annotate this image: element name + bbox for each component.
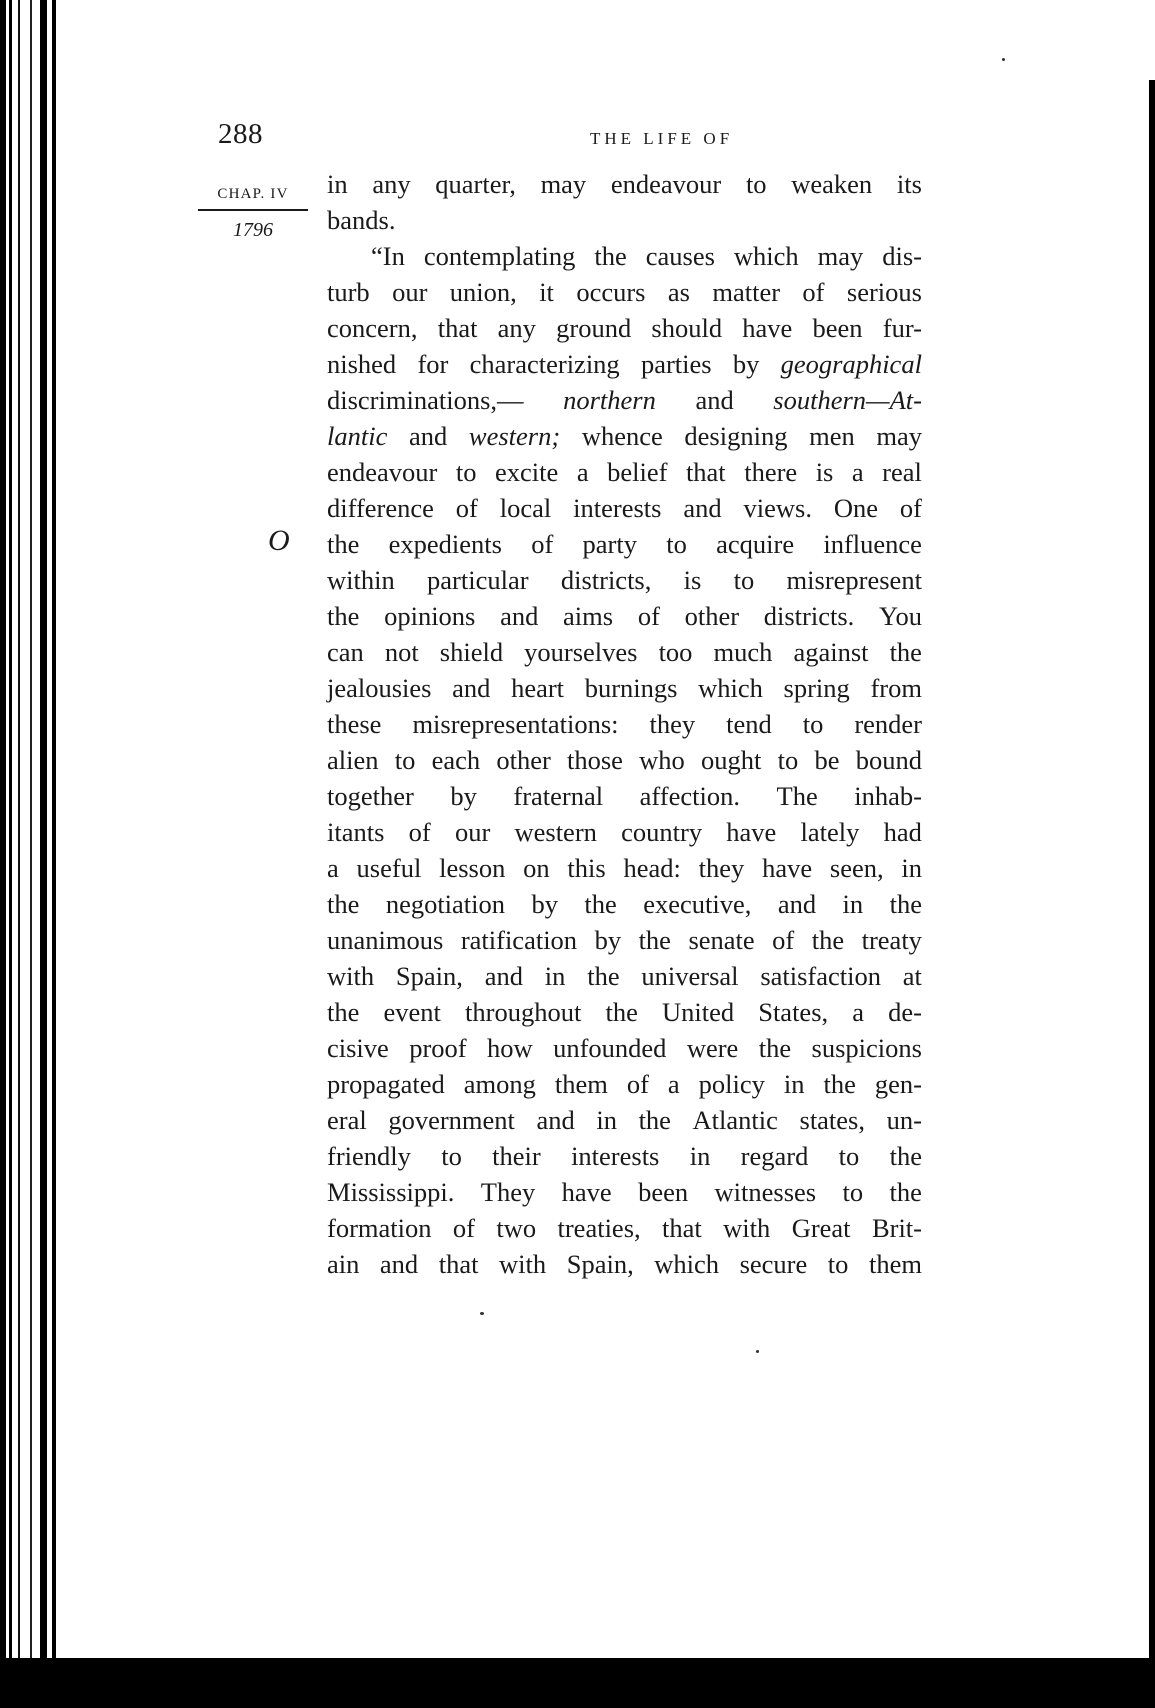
text-word: endeavour xyxy=(327,457,438,487)
text-word: aims xyxy=(563,601,614,631)
text-word: were xyxy=(686,1033,739,1063)
text-word: and xyxy=(409,421,448,451)
text-word: Brit- xyxy=(871,1213,922,1243)
text-line xyxy=(327,958,922,994)
text-word: useful xyxy=(356,853,422,883)
text-word: that xyxy=(685,457,726,487)
text-word: two xyxy=(496,1213,537,1243)
text-word: this xyxy=(567,853,606,883)
text-word: shield xyxy=(439,637,504,667)
text-word: states, xyxy=(799,1105,865,1135)
text-word: opinions xyxy=(384,601,476,631)
page-number: 288 xyxy=(218,118,263,150)
text-word: States, xyxy=(758,997,829,1027)
text-word: suspicions xyxy=(811,1033,922,1063)
text-word: affection. xyxy=(639,781,740,811)
text-word: and xyxy=(484,961,523,991)
text-word: contemplating xyxy=(423,241,576,271)
text-word: designing xyxy=(684,421,788,451)
text-line xyxy=(327,598,922,634)
text-word: within xyxy=(327,565,395,595)
text-line xyxy=(327,202,922,238)
text-word: men xyxy=(809,421,855,451)
text-word: southern—At- xyxy=(773,385,922,415)
text-word: with xyxy=(723,1213,771,1243)
text-word: they xyxy=(649,709,696,739)
text-word: our xyxy=(392,277,428,307)
text-word: to xyxy=(827,1249,849,1279)
text-word: yourselves xyxy=(524,637,638,667)
text-word: the xyxy=(889,637,922,667)
text-word: occurs xyxy=(576,277,646,307)
text-word: been xyxy=(638,1177,689,1207)
text-word: throughout xyxy=(465,997,582,1027)
text-word: the xyxy=(327,601,360,631)
text-word: characterizing xyxy=(469,349,620,379)
text-word: unfounded xyxy=(553,1033,667,1063)
text-word: negotiation xyxy=(385,889,506,919)
text-word: the xyxy=(638,1105,671,1135)
text-line xyxy=(327,562,922,598)
text-word: of xyxy=(899,493,922,523)
text-word: un- xyxy=(886,1105,922,1135)
text-line xyxy=(327,382,922,418)
text-word: proof xyxy=(409,1033,467,1063)
text-word: is xyxy=(683,565,702,595)
text-word: with xyxy=(327,961,375,991)
text-word: bands. xyxy=(327,205,396,235)
year-label: 1796 xyxy=(233,219,273,241)
text-word: de- xyxy=(888,997,922,1027)
text-word: unanimous xyxy=(327,925,444,955)
text-word: may xyxy=(817,241,864,271)
text-word: the xyxy=(587,961,620,991)
text-word: to xyxy=(838,1141,860,1171)
text-line xyxy=(327,1030,922,1066)
text-word: of xyxy=(408,817,431,847)
text-word: render xyxy=(854,709,922,739)
text-word: concern, xyxy=(327,313,418,343)
text-word: treaties, xyxy=(557,1213,641,1243)
text-word: against xyxy=(793,637,869,667)
ink-speck xyxy=(480,1312,484,1315)
text-word: western; xyxy=(468,421,561,451)
text-word: country xyxy=(621,817,703,847)
chapter-label: CHAP. IV xyxy=(198,186,308,211)
text-word: a xyxy=(327,853,339,883)
body-text xyxy=(327,166,922,1282)
text-word: misrepresent xyxy=(786,565,922,595)
text-word: witnesses xyxy=(714,1177,817,1207)
text-line xyxy=(327,310,922,346)
ink-speck xyxy=(756,1350,759,1353)
text-line xyxy=(327,742,922,778)
text-word: is xyxy=(815,457,834,487)
text-word: difference xyxy=(327,493,434,523)
text-word: dis- xyxy=(882,241,922,271)
text-line xyxy=(327,1246,922,1282)
text-word: and xyxy=(452,673,491,703)
text-word: You xyxy=(879,601,922,631)
text-word: discriminations,— xyxy=(327,385,524,415)
text-word: matter xyxy=(712,277,781,307)
text-word: its xyxy=(896,169,922,199)
text-word: serious xyxy=(846,277,922,307)
text-word: alien xyxy=(327,745,379,775)
text-word: fraternal xyxy=(513,781,604,811)
page-right-edge xyxy=(1149,80,1155,1670)
text-word: been xyxy=(812,313,863,343)
text-word: turb xyxy=(327,277,370,307)
text-word: bound xyxy=(855,745,922,775)
text-word: ground xyxy=(556,313,632,343)
text-word: to xyxy=(745,169,767,199)
text-word: secure xyxy=(739,1249,808,1279)
text-word: by xyxy=(531,889,558,919)
text-line xyxy=(327,1066,922,1102)
text-line xyxy=(327,274,922,310)
text-line xyxy=(327,454,922,490)
text-word: to xyxy=(394,745,416,775)
text-word: by xyxy=(732,349,760,379)
text-word: the xyxy=(605,997,638,1027)
text-word: Spain, xyxy=(566,1249,634,1279)
text-word: the xyxy=(889,1177,922,1207)
text-word: as xyxy=(667,277,690,307)
text-word: burnings xyxy=(584,673,678,703)
text-word: friendly xyxy=(327,1141,411,1171)
text-word: they xyxy=(698,853,745,883)
text-word: executive, xyxy=(643,889,752,919)
text-word: tend xyxy=(726,709,772,739)
text-word: by xyxy=(594,925,622,955)
text-word: seen, xyxy=(829,853,884,883)
text-word: Great xyxy=(791,1213,851,1243)
text-word: together xyxy=(327,781,414,811)
text-word: views. xyxy=(743,493,812,523)
text-word: jealousies xyxy=(327,673,432,703)
text-word: eral xyxy=(327,1105,367,1135)
text-word: They xyxy=(480,1177,536,1207)
text-word: who xyxy=(639,745,685,775)
text-word: the xyxy=(823,1069,856,1099)
text-word: “In xyxy=(371,241,405,271)
text-word: local xyxy=(499,493,552,523)
text-word: and xyxy=(777,889,817,919)
text-word: lesson xyxy=(439,853,506,883)
text-word: Atlantic xyxy=(692,1105,778,1135)
running-head xyxy=(0,118,1155,168)
text-word: the xyxy=(327,889,360,919)
text-word: universal xyxy=(641,961,739,991)
text-word: lately xyxy=(800,817,860,847)
text-line xyxy=(327,1138,922,1174)
text-word: among xyxy=(463,1069,536,1099)
text-word: have xyxy=(561,1177,612,1207)
text-word: itants xyxy=(327,817,385,847)
text-word: from xyxy=(870,673,922,703)
running-title: THE LIFE OF xyxy=(590,129,734,148)
text-word: may xyxy=(540,169,587,199)
text-word: inhab- xyxy=(854,781,922,811)
text-word: causes xyxy=(645,241,715,271)
text-line xyxy=(327,814,922,850)
text-word: have xyxy=(742,313,793,343)
text-word: those xyxy=(567,745,623,775)
text-line xyxy=(327,706,922,742)
text-word: the xyxy=(594,241,627,271)
text-word: that xyxy=(438,1249,479,1279)
text-word: policy xyxy=(698,1069,765,1099)
text-word: in xyxy=(901,853,922,883)
text-word: weaken xyxy=(791,169,873,199)
text-word: the xyxy=(811,925,845,955)
text-word: satisfaction xyxy=(760,961,881,991)
text-word: there xyxy=(744,457,798,487)
text-word: a xyxy=(576,457,589,487)
text-word: head: xyxy=(623,853,681,883)
text-word: each xyxy=(431,745,481,775)
text-word: of xyxy=(637,601,660,631)
text-word: ought xyxy=(701,745,762,775)
text-word: and xyxy=(683,493,722,523)
text-word: endeavour xyxy=(610,169,722,199)
text-line xyxy=(327,238,922,274)
text-word: whence xyxy=(581,421,663,451)
text-word: of xyxy=(802,277,825,307)
text-word: a xyxy=(667,1069,680,1099)
text-line xyxy=(327,1210,922,1246)
text-word: in xyxy=(544,961,566,991)
text-word: and xyxy=(500,601,539,631)
text-word: had xyxy=(883,817,922,847)
text-line xyxy=(327,634,922,670)
text-word: nished xyxy=(327,349,397,379)
text-word: of xyxy=(626,1069,649,1099)
text-word: it xyxy=(539,277,554,307)
text-word: a xyxy=(851,457,864,487)
text-line xyxy=(327,346,922,382)
text-line xyxy=(327,670,922,706)
text-word: Spain, xyxy=(395,961,463,991)
text-word: any xyxy=(497,313,536,343)
text-word: the xyxy=(327,529,360,559)
text-word: and xyxy=(695,385,734,415)
text-word: formation xyxy=(327,1213,432,1243)
text-word: belief xyxy=(607,457,668,487)
text-word: them xyxy=(868,1249,922,1279)
text-word: may xyxy=(876,421,922,451)
text-word: other xyxy=(496,745,551,775)
text-line xyxy=(327,526,922,562)
text-word: interests xyxy=(573,493,662,523)
text-word: at xyxy=(902,961,922,991)
text-word: United xyxy=(661,997,735,1027)
text-word: to xyxy=(842,1177,864,1207)
text-word: the xyxy=(584,889,617,919)
text-word: gen- xyxy=(874,1069,922,1099)
text-word: how xyxy=(487,1033,533,1063)
text-word: influence xyxy=(823,529,922,559)
text-word: our xyxy=(454,817,491,847)
text-word: to xyxy=(441,1141,462,1171)
text-word: the xyxy=(889,889,922,919)
text-word: have xyxy=(762,853,813,883)
text-line xyxy=(327,994,922,1030)
text-word: to xyxy=(777,745,799,775)
text-word: to xyxy=(455,457,477,487)
text-word: interests xyxy=(571,1141,660,1171)
text-line xyxy=(327,850,922,886)
text-word: spring xyxy=(783,673,850,703)
text-word: in xyxy=(783,1069,805,1099)
text-word: and xyxy=(379,1249,419,1279)
text-word: of xyxy=(772,925,795,955)
text-word: northern xyxy=(563,385,656,415)
text-word: cisive xyxy=(327,1033,389,1063)
text-word: government xyxy=(388,1105,515,1135)
text-word: with xyxy=(499,1249,547,1279)
text-word: their xyxy=(492,1141,541,1171)
text-word: real xyxy=(882,457,922,487)
text-word: the xyxy=(638,925,671,955)
text-word: One xyxy=(833,493,879,523)
text-line xyxy=(327,886,922,922)
text-word: not xyxy=(384,637,419,667)
text-word: for xyxy=(417,349,449,379)
text-word: the xyxy=(327,997,360,1027)
text-word: in xyxy=(596,1105,617,1135)
text-line xyxy=(327,1174,922,1210)
text-word: districts. xyxy=(763,601,855,631)
text-word: lantic xyxy=(327,421,388,451)
text-word: acquire xyxy=(716,529,795,559)
text-word: propagated xyxy=(327,1069,445,1099)
text-word: on xyxy=(523,853,550,883)
text-line xyxy=(327,166,922,202)
text-word: should xyxy=(651,313,723,343)
margin-annotation-mark: O xyxy=(268,524,290,557)
text-word: much xyxy=(713,637,773,667)
page-bottom-edge xyxy=(0,1658,1155,1708)
text-word: in xyxy=(327,169,348,199)
text-word: districts, xyxy=(560,565,652,595)
text-word: in xyxy=(842,889,864,919)
text-word: regard xyxy=(740,1141,809,1171)
text-word: event xyxy=(383,997,441,1027)
text-word: to xyxy=(802,709,824,739)
text-word: quarter, xyxy=(435,169,516,199)
text-word: the xyxy=(889,1141,922,1171)
text-line xyxy=(327,922,922,958)
text-word: which xyxy=(654,1249,720,1279)
text-word: other xyxy=(684,601,740,631)
text-word: party xyxy=(582,529,637,559)
text-line xyxy=(327,1102,922,1138)
text-word: senate xyxy=(688,925,755,955)
text-word: in xyxy=(689,1141,711,1171)
text-word: of xyxy=(531,529,554,559)
text-word: particular xyxy=(427,565,529,595)
text-word: them xyxy=(554,1069,608,1099)
ink-speck xyxy=(1002,58,1005,61)
text-word: these xyxy=(327,709,382,739)
margin-note xyxy=(198,186,308,242)
text-word: that xyxy=(437,313,478,343)
text-word: of xyxy=(455,493,478,523)
text-word: western xyxy=(514,817,597,847)
text-line xyxy=(327,778,922,814)
text-word: have xyxy=(726,817,777,847)
text-word: can xyxy=(327,637,364,667)
text-word: ain xyxy=(327,1249,360,1279)
text-word: ratification xyxy=(460,925,578,955)
text-word: any xyxy=(372,169,411,199)
text-word: which xyxy=(733,241,799,271)
text-word: to xyxy=(733,565,755,595)
text-word: that xyxy=(662,1213,702,1243)
text-line xyxy=(327,490,922,526)
text-word: fur- xyxy=(882,313,922,343)
text-word: heart xyxy=(511,673,565,703)
text-line xyxy=(327,418,922,454)
text-word: which xyxy=(698,673,763,703)
book-spine-edge xyxy=(0,0,70,1708)
text-word: parties xyxy=(640,349,712,379)
text-word: The xyxy=(776,781,818,811)
text-word: geographical xyxy=(780,349,922,379)
text-word: to xyxy=(666,529,687,559)
text-word: the xyxy=(758,1033,792,1063)
text-word: Mississippi. xyxy=(327,1177,455,1207)
text-word: misrepresentations: xyxy=(412,709,619,739)
text-word: expedients xyxy=(388,529,502,559)
text-word: too xyxy=(658,637,693,667)
text-word: a xyxy=(852,997,865,1027)
text-word: excite xyxy=(495,457,559,487)
text-word: by xyxy=(450,781,477,811)
text-word: union, xyxy=(449,277,517,307)
text-word: of xyxy=(452,1213,475,1243)
text-word: treaty xyxy=(861,925,922,955)
text-word: be xyxy=(814,745,840,775)
text-word: and xyxy=(536,1105,575,1135)
